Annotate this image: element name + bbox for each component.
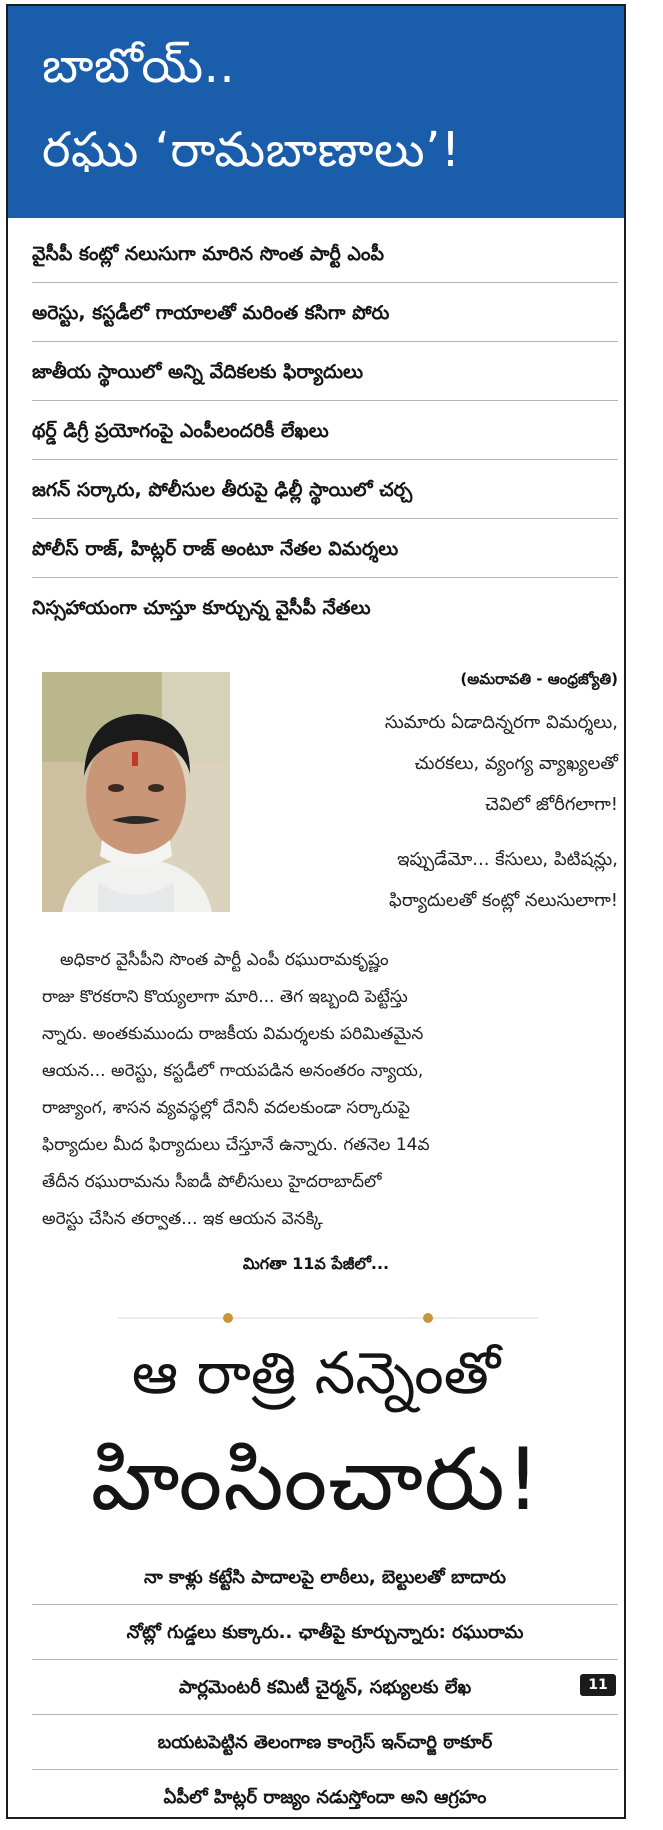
body-line: ఫిర్యాదుల మీద ఫిర్యాదులు చేస్తూనే ఉన్నారు. గతనెల 14వ xyxy=(42,1135,430,1155)
pull-quote-line: చెవిలో జోరీగలాగా! xyxy=(485,794,618,815)
newspaper-clipping xyxy=(6,4,626,1819)
subhead-4: థర్డ్ డిగ్రీ ప్రయోగంపై ఎంపీలందరికీ లేఖలు xyxy=(32,401,618,460)
subhead-3: జాతీయ స్థాయిలో అన్ని వేదికలకు ఫిర్యాదులు xyxy=(32,342,618,401)
subhead-1: వైసీపీ కంట్లో నలుసుగా మారిన సొంత పార్టీ ఎంపీ xyxy=(32,224,618,283)
section-divider xyxy=(118,1312,538,1324)
body-line: రాజు కొరకరాని కొయ్యలాగా మారి... తెగ ఇబ్బంది పెట్టేస్తు xyxy=(42,987,408,1007)
body-line: తేదీన రఘురామను సీఐడీ పోలీసులు హైదరాబాద్‌లో xyxy=(42,1172,382,1192)
portrait-photo xyxy=(42,672,230,912)
bottom-subhead-4: బయటపెట్టిన తెలంగాణ కాంగ్రెస్ ఇన్‌చార్జి ఠాకూర్ xyxy=(32,1715,618,1770)
bottom-subhead-5: ఏపీలో హిట్లర్ రాజ్యం నడుస్తోందా అని ఆగ్రహం xyxy=(163,1787,487,1808)
bottom-subhead-3-text: పార్లమెంటరీ కమిటీ చైర్మన్, సభ్యులకు లేఖ xyxy=(178,1677,472,1698)
pull-quote xyxy=(238,702,618,921)
bottom-subhead-2: నోట్లో గుడ్డలు కుక్కారు.. ఛాతీపై కూర్చున్నారు: రఘురామ xyxy=(32,1605,618,1660)
bottom-subhead-3 xyxy=(32,1660,618,1715)
headline-banner xyxy=(8,6,624,218)
pull-quote-line: ఫిర్యాదులతో కంట్లో నలుసులాగా! xyxy=(389,890,618,911)
body-line: రాజ్యాంగ, శాసన వ్యవస్థల్లో దేనినీ వదలకుండా సర్కారుపై xyxy=(42,1098,410,1118)
article-body xyxy=(42,942,618,1238)
pull-quote-line: చురకలు, వ్యంగ్య వ్యాఖ్యలతో xyxy=(414,753,618,774)
continued-note[interactable]: మిగతా 11వ పేజీలో... xyxy=(242,1254,390,1273)
headline-line-1: బాబోయ్.. xyxy=(42,38,236,94)
second-headline-line-2: హింసించారు! xyxy=(90,1430,542,1530)
page-number-badge[interactable]: 11 xyxy=(580,1674,616,1696)
body-line: న్నారు. అంతకుముందు రాజకీయ విమర్శలకు పరిమితమైన xyxy=(42,1024,424,1044)
headline-line-2: రఘు ‘రామబాణాలు’! xyxy=(42,122,461,178)
subhead-2: అరెస్టు, కస్టడీలో గాయాలతో మరింత కసిగా పోరు xyxy=(32,283,618,342)
subhead-7: నిస్సహాయంగా చూస్తూ కూర్చున్న వైసీపీ నేతలు xyxy=(32,597,371,619)
body-line: అరెస్టు చేసిన తర్వాత... ఇక ఆయన వెనక్కి xyxy=(42,1209,323,1229)
dateline: (అమరావతి - ఆంధ్రజ్యోతి) xyxy=(460,670,618,688)
subheads-bottom xyxy=(32,1550,618,1819)
pull-quote-line: సుమారు ఏడాదిన్నరగా విమర్శలు, xyxy=(384,712,618,733)
body-line: అధికార వైసీపీని సొంత పార్టీ ఎంపీ రఘురామకృష్ణం xyxy=(60,950,389,970)
second-headline-line-1: ఆ రాత్రి నన్నెంతో xyxy=(131,1339,501,1407)
subheads-top xyxy=(32,224,618,636)
subhead-5: జగన్ సర్కారు, పోలీసుల తీరుపై ఢిల్లీ స్థాయిలో చర్చ xyxy=(32,460,618,519)
pull-quote-line: ఇప్పుడేమో... కేసులు, పిటిషన్లు, xyxy=(397,849,618,870)
body-line: ఆయన... అరెస్టు, కస్టడీలో గాయపడిన అనంతరం న్యాయ, xyxy=(42,1061,424,1081)
bottom-subhead-1: నా కాళ్లు కట్టేసి పాదాలపై లాఠీలు, బెల్టులతో బాదారు xyxy=(32,1550,618,1605)
subhead-6: పోలీస్ రాజ్, హిట్లర్ రాజ్ అంటూ నేతల విమర్శలు xyxy=(32,519,618,578)
